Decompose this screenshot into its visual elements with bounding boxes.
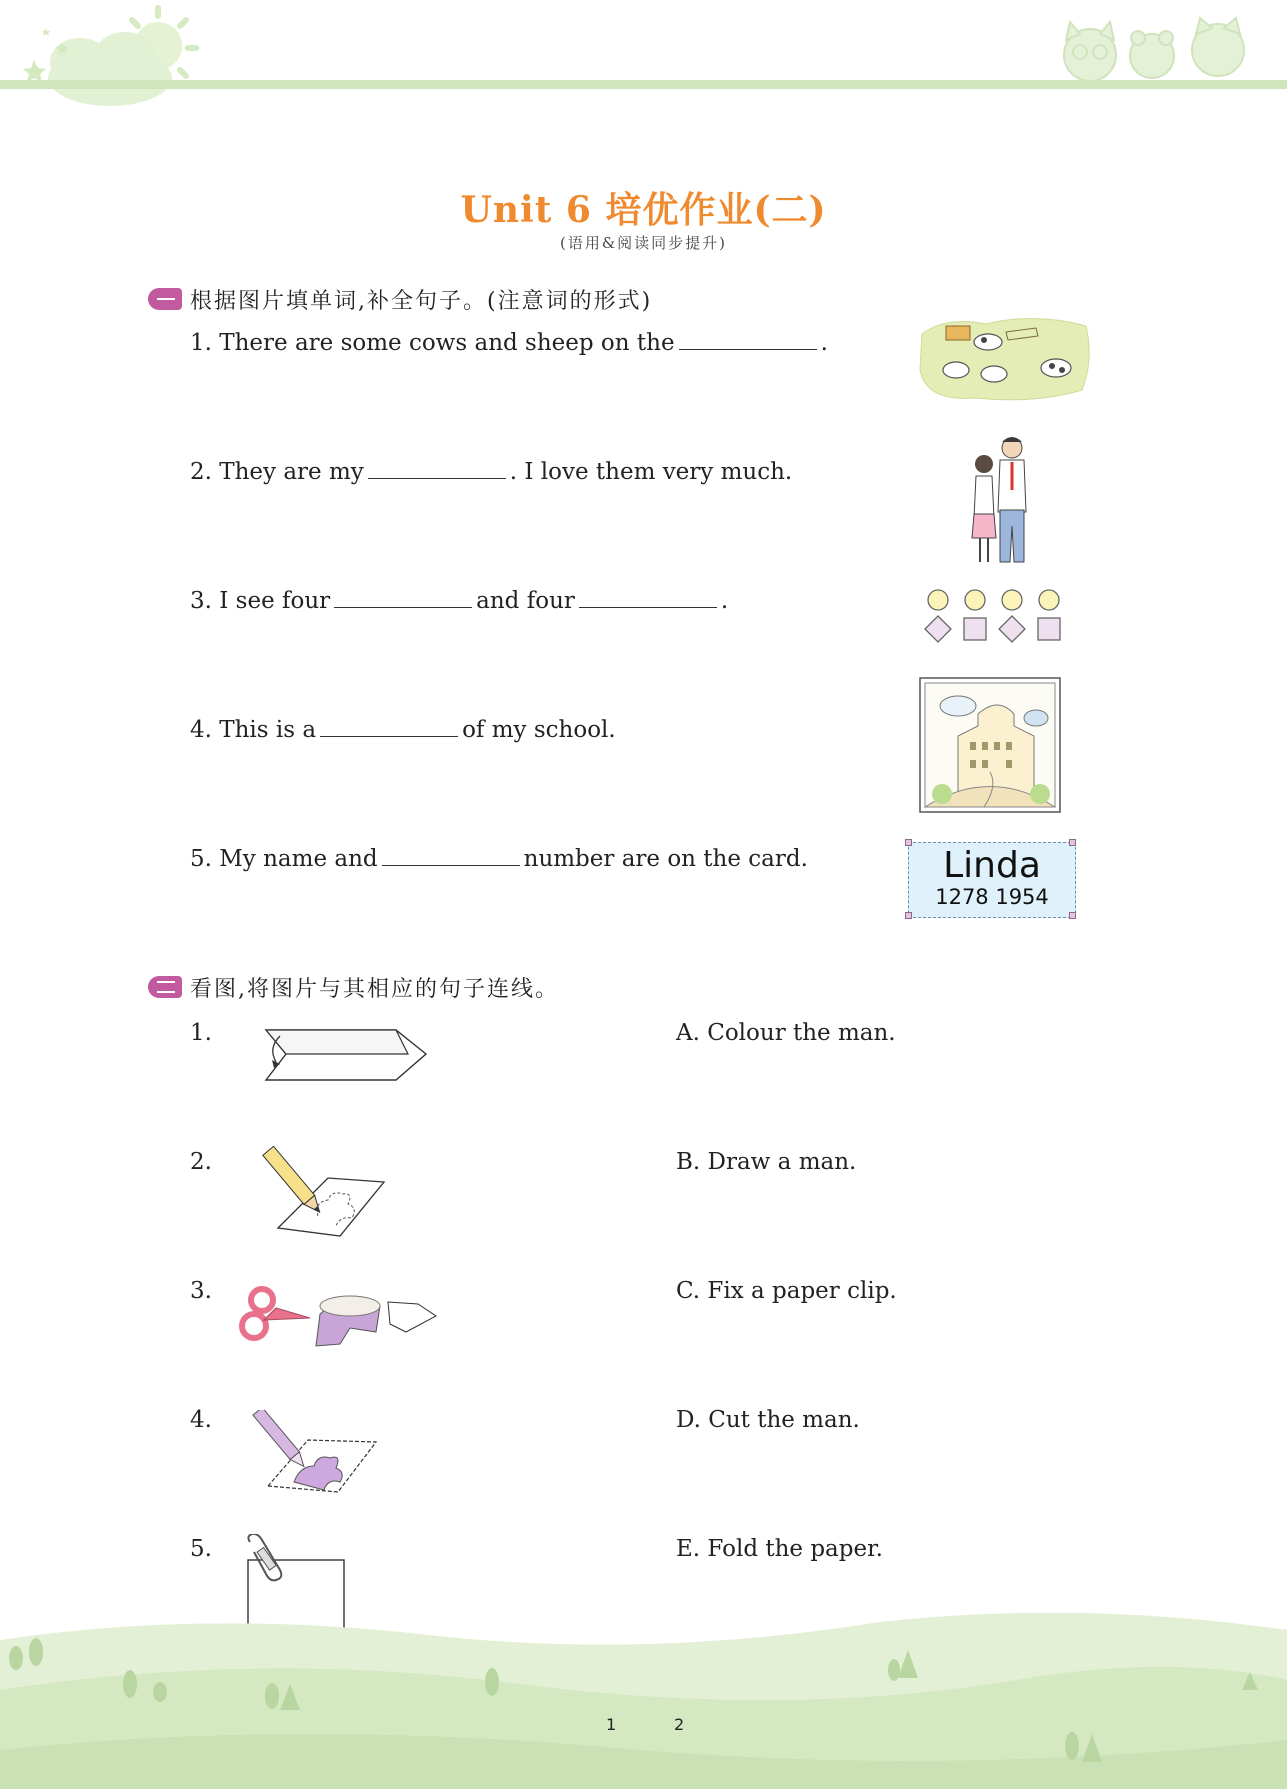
cut-man-picture[interactable] — [230, 1284, 440, 1356]
match-option-c[interactable]: C. Fix a paper clip. — [676, 1278, 897, 1304]
answer-blank-4[interactable] — [320, 718, 458, 737]
header-decoration — [0, 0, 1287, 120]
header-band — [0, 80, 1287, 89]
question-5-end: number are on the card. — [523, 846, 808, 872]
section-2-title: 看图,将图片与其相应的句子连线。 — [190, 977, 559, 1002]
question-3-end: . — [720, 588, 729, 614]
answer-blank-2[interactable] — [368, 460, 506, 479]
footer-landscape — [0, 1600, 1287, 1789]
match-option-b[interactable]: B. Draw a man. — [676, 1149, 857, 1175]
match-option-d[interactable]: D. Cut the man. — [676, 1407, 860, 1433]
match-number-1: 1. — [190, 1020, 212, 1046]
school-picture — [918, 676, 1064, 816]
farm-picture — [916, 310, 1096, 406]
card-corner — [1069, 912, 1076, 919]
question-5-text: 5. My name and — [190, 846, 378, 872]
match-number-4: 4. — [190, 1407, 212, 1433]
question-2 — [190, 459, 792, 485]
shapes-picture — [918, 586, 1068, 646]
card-number: 1278 1954 — [935, 885, 1049, 909]
question-3-text: 3. I see four — [190, 588, 331, 614]
section-1-badge — [148, 288, 182, 310]
question-1-text: 1. There are some cows and sheep on the — [190, 330, 675, 356]
answer-blank-3a[interactable] — [334, 589, 472, 608]
match-option-a[interactable]: A. Colour the man. — [676, 1020, 896, 1046]
question-2-end: . I love them very much. — [509, 459, 793, 485]
question-2-text: 2. They are my — [190, 459, 364, 485]
name-card — [908, 842, 1076, 918]
question-5 — [190, 846, 808, 872]
question-3-middle: and four — [476, 588, 575, 614]
answer-blank-3b[interactable] — [579, 589, 717, 608]
question-1 — [190, 330, 828, 356]
card-name: Linda — [943, 845, 1041, 886]
answer-blank-5[interactable] — [382, 847, 520, 866]
page-number-right: 2 — [674, 1715, 685, 1734]
question-3 — [190, 588, 728, 614]
card-corner — [905, 912, 912, 919]
match-option-e[interactable]: E. Fold the paper. — [676, 1536, 883, 1562]
match-number-3: 3. — [190, 1278, 212, 1304]
card-corner — [1069, 839, 1076, 846]
page-title: Unit 6 培优作业(二) — [460, 189, 827, 231]
question-4-end: of my school. — [462, 717, 616, 743]
page-number-left: 1 — [606, 1715, 617, 1734]
animals-icon — [1064, 18, 1244, 81]
fold-paper-picture[interactable] — [256, 1024, 436, 1090]
answer-blank-1[interactable] — [679, 331, 817, 350]
match-number-5: 5. — [190, 1536, 212, 1562]
question-4-text: 4. This is a — [190, 717, 317, 743]
section-2-badge — [148, 976, 182, 998]
colour-man-picture[interactable] — [244, 1410, 384, 1496]
parents-picture — [966, 430, 1046, 570]
draw-man-picture[interactable] — [248, 1146, 398, 1238]
match-number-2: 2. — [190, 1149, 212, 1175]
page-subtitle: (语用&阅读同步提升) — [559, 234, 728, 252]
question-1-end: . — [820, 330, 828, 356]
section-1-title: 根据图片填单词,补全句子。(注意词的形式) — [190, 289, 653, 314]
question-4 — [190, 717, 616, 743]
card-corner — [905, 839, 912, 846]
